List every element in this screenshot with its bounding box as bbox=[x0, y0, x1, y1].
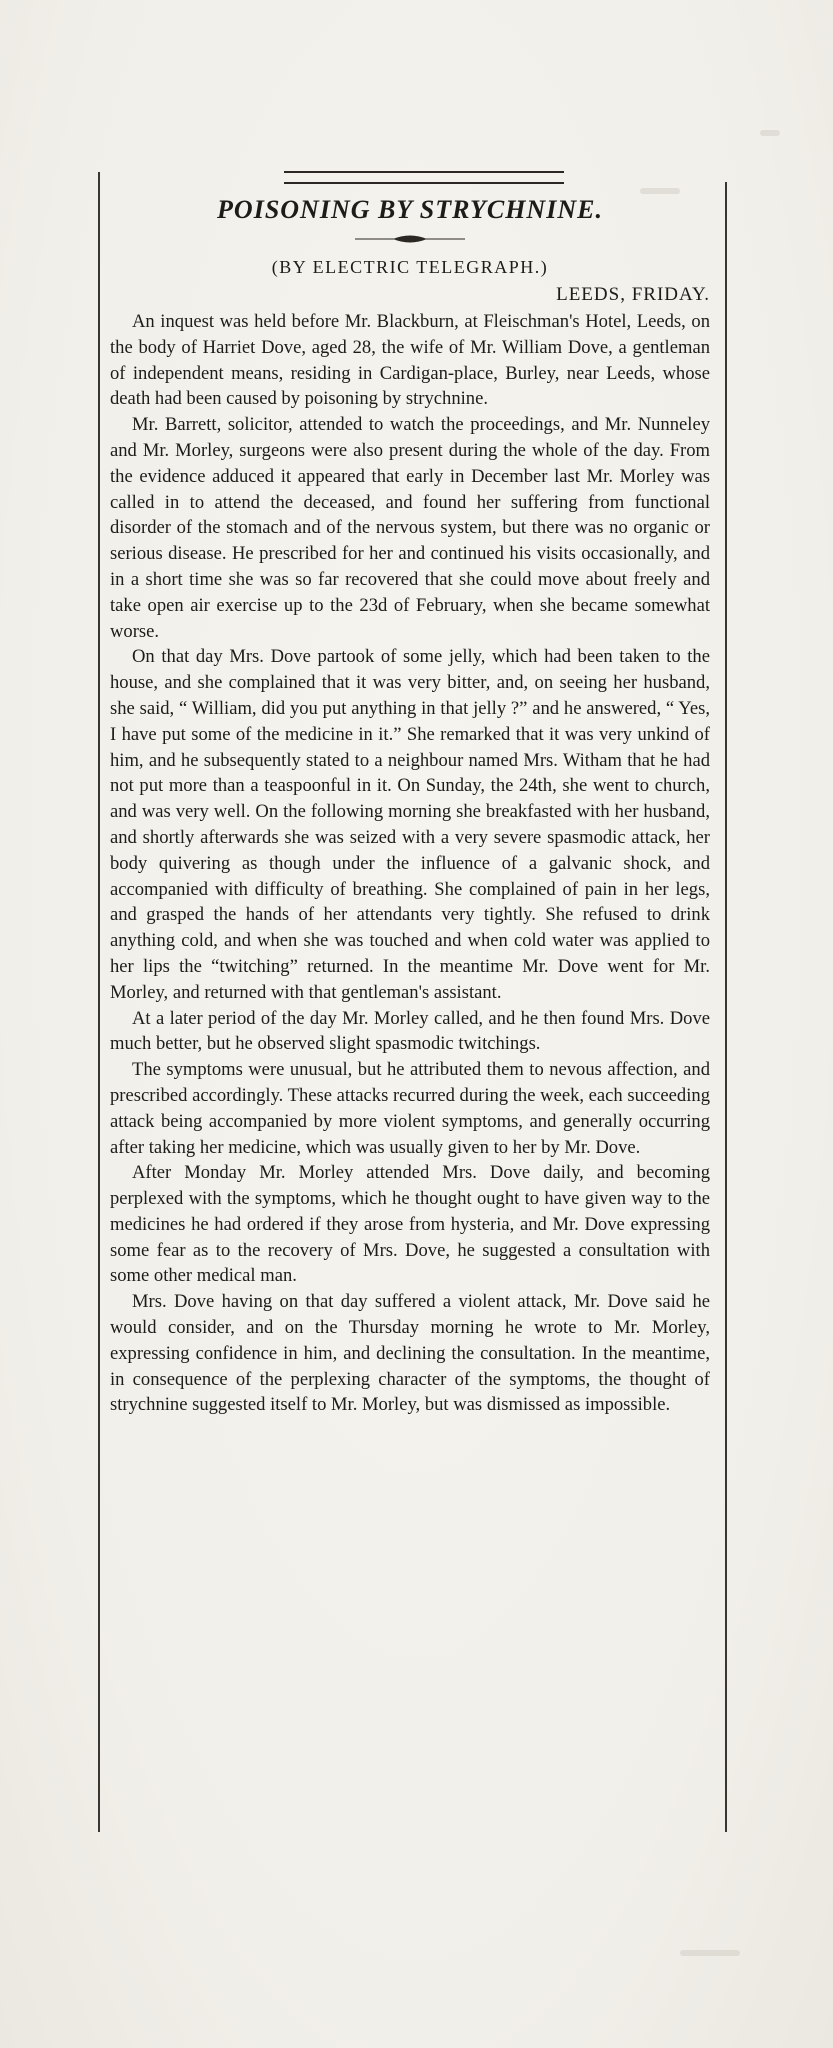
article bbox=[110, 193, 710, 1418]
article-paragraph: The symptoms were unusual, but he attributed them to nevous affection, and prescribed accordingly. These attacks recurred during the week, each succeeding attack being accompanied by more violent symptoms, and generally occurring after taking her medicine, which was usually given to her by Mr. Dove. bbox=[110, 1059, 710, 1158]
article-paragraph: On that day Mrs. Dove partook of some jelly, which had been taken to the house, and she complained that it was very bitter, and, on seeing her husband, she said, “ William, did you put anything in that jelly ?” and he answered, “ Yes, I have put some of the medicine in it.” She remarked that it was very unkind of him, and he subsequently stated to a neighbour named Mrs. Witham that he had not put more than a teaspoonful in it. On Sunday, the 24th, she went to church, and was very well. On the following morning she breakfasted with her husband, and shortly afterwards she was seized with a very severe spasmodic attack, her body quivering as though under the influence of a galvanic shock, and accompanied with difficulty of breathing. She complained of pain in her legs, and grasped the hands of her attendants very tightly. She refused to drink anything cold, and when she was touched and when cold water was applied to her lips the “twitching” returned. In the meantime Mr. Dove went for Mr. Morley, and returned with that gentleman's assistant. bbox=[110, 646, 710, 1003]
article-paragraph: After Monday Mr. Morley attended Mrs. Dove daily, and becoming perplexed with the symptoms, which he thought ought to have given way to the medicines he had ordered if they arose from hysteria, and Mr. Dove expressing some fear as to the recovery of Mrs. Dove, he suggested a consultation with some other medical man. bbox=[110, 1162, 710, 1287]
article-byline: (BY ELECTRIC TELEGRAPH.) bbox=[271, 257, 549, 277]
column-rule-left bbox=[98, 172, 100, 1832]
article-paragraph: An inquest was held before Mr. Blackburn, at Fleischman's Hotel, Leeds, on the body of Harriet Dove, aged 28, the wife of Mr. William Dove, a gentleman of independent means, residing in Cardigan-place, Burley, near Leeds, whose death had been caused by poisoning by strychnine. bbox=[110, 311, 710, 410]
title-ornament-icon bbox=[355, 233, 465, 245]
article-paragraph: At a later period of the day Mr. Morley called, and he then found Mrs. Dove much better, but he observed slight spasmodic twitchings. bbox=[110, 1007, 710, 1055]
article-paragraph: Mrs. Dove having on that day suffered a violent attack, Mr. Dove said he would consider, and on the Thursday morning he wrote to Mr. Morley, expressing confidence in him, and declining the consultation. In the meantime, in consequence of the perplexing character of the symptoms, the thought of strychnine suggested itself to Mr. Morley, but was dismissed as impossible. bbox=[110, 1291, 710, 1416]
paper-smudge bbox=[680, 1950, 740, 1956]
column-rule-right bbox=[725, 182, 727, 1832]
header-double-rule bbox=[284, 171, 564, 184]
article-body bbox=[110, 309, 710, 1418]
article-dateline: LEEDS, FRIDAY. bbox=[556, 284, 710, 305]
paper-smudge bbox=[760, 130, 780, 136]
article-paragraph: Mr. Barrett, solicitor, attended to watch the proceedings, and Mr. Nunneley and Mr. Morley, surgeons were also present during the whole of the day. From the evidence adduced it appeared that early in December last Mr. Morley was called in to attend the deceased, and found her suffering from functional disorder of the stomach and of the nervous system, but there was no organic or serious disease. He prescribed for her and continued his visits occasionally, and in a short time she was so far recovered that she could move about freely and take open air exercise up to the 23d of February, when she became somewhat worse. bbox=[110, 414, 710, 642]
article-title: POISONING BY STRYCHNINE. bbox=[217, 195, 603, 224]
